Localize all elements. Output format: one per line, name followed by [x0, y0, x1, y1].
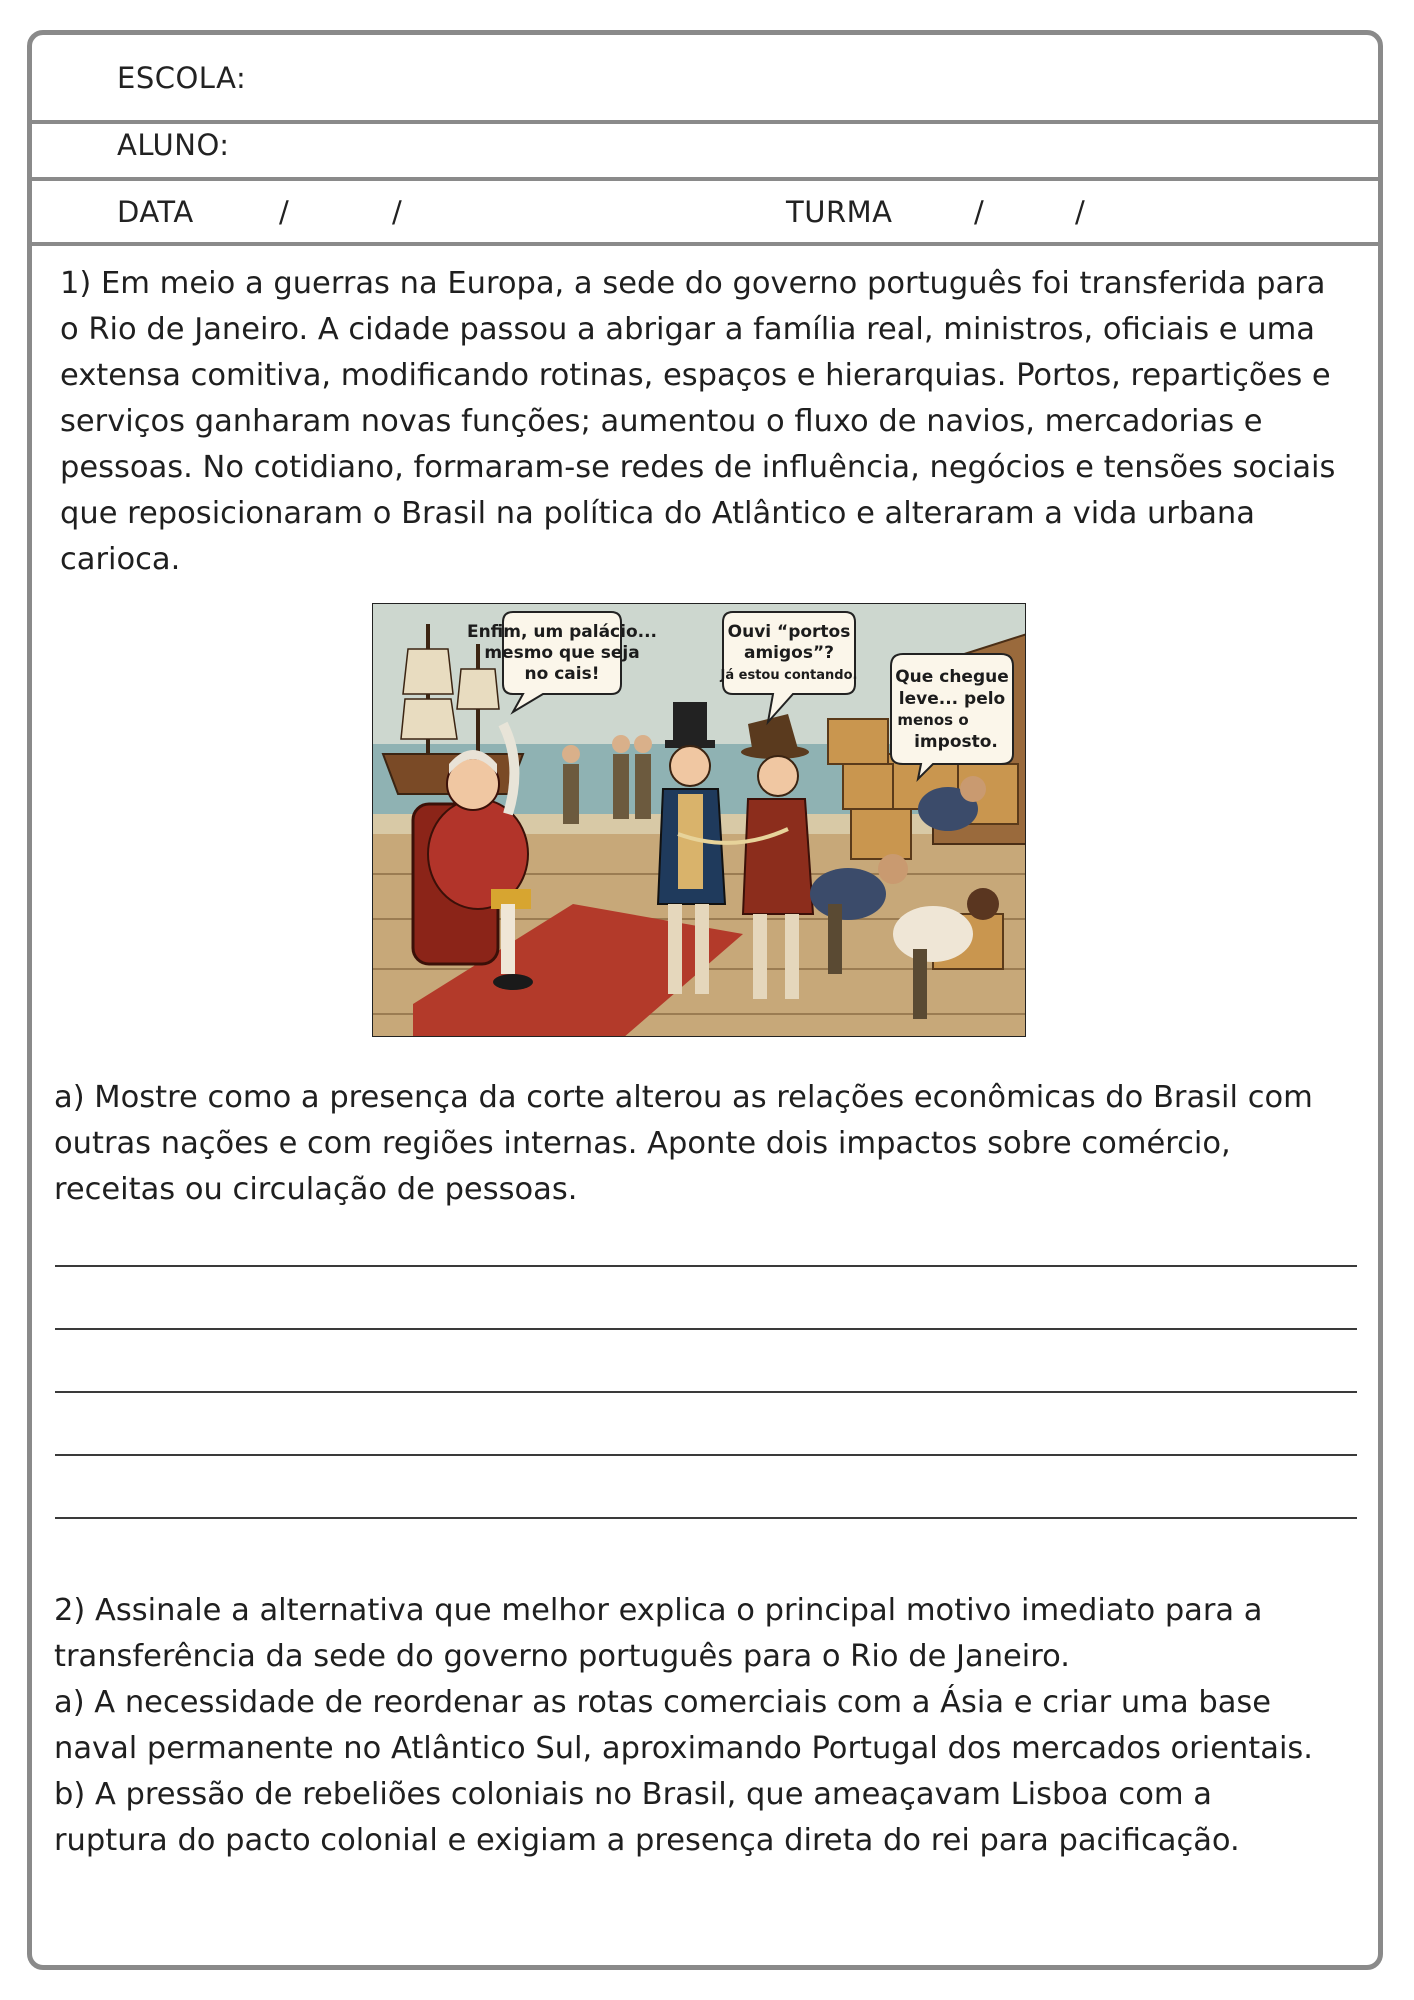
- date-label: DATA: [117, 195, 194, 229]
- text-line: pessoas. No cotidiano, formaram-se redes de influência, negócios e tensões sociais: [60, 450, 1336, 485]
- header-divider: [32, 120, 1378, 124]
- text-line: carioca.: [60, 542, 181, 577]
- bubble-2-line: amigos”?: [743, 643, 835, 663]
- text-line: serviços ganharam novas funções; aumentou o fluxo de navios, mercadorias e: [60, 404, 1263, 439]
- bubble-3-line: imposto.: [914, 732, 998, 752]
- text-line: outras nações e com regiões internas. Aponte dois impactos sobre comércio,: [54, 1126, 1231, 1161]
- school-row: [32, 61, 1378, 101]
- bubble-3-line: Que chegue: [895, 667, 1009, 687]
- text-line: transferência da sede do governo português para o Rio de Janeiro.: [54, 1639, 1070, 1674]
- class-slash: /: [1075, 195, 1086, 229]
- student-row: [32, 128, 1378, 168]
- option-b-line: b) A pressão de rebeliões coloniais no Brasil, que ameaçavam Lisboa com a: [54, 1777, 1212, 1812]
- text-line: extensa comitiva, modificando rotinas, espaços e hierarquias. Portos, repartições e: [60, 358, 1331, 393]
- answer-line[interactable]: [55, 1517, 1357, 1519]
- bubble-3-line: menos o: [897, 711, 969, 729]
- text-line: 2) Assinale a alternativa que melhor explica o principal motivo imediato para a: [54, 1593, 1263, 1628]
- worksheet-frame: [27, 30, 1383, 1970]
- school-label: ESCOLA:: [117, 61, 247, 95]
- cartoon-illustration: [372, 603, 1026, 1037]
- text-line: o Rio de Janeiro. A cidade passou a abrigar a família real, ministros, oficiais e uma: [60, 312, 1315, 347]
- question-1a-text: [54, 1075, 1354, 1213]
- header-divider: [32, 177, 1378, 181]
- text-line: 1) Em meio a guerras na Europa, a sede do governo português foi transferida para: [60, 266, 1326, 301]
- option-b-line: ruptura do pacto colonial e exigiam a presença direta do rei para pacificação.: [54, 1823, 1240, 1858]
- option-a-line: naval permanente no Atlântico Sul, aproximando Portugal dos mercados orientais.: [54, 1731, 1314, 1766]
- student-label: ALUNO:: [117, 128, 230, 162]
- class-label: TURMA: [786, 195, 893, 229]
- text-line: receitas ou circulação de pessoas.: [54, 1172, 578, 1207]
- date-class-row: [32, 195, 1378, 235]
- class-slash: /: [974, 195, 985, 229]
- date-slash: /: [392, 195, 403, 229]
- bubble-2-line: Ouvi “portos: [727, 622, 851, 642]
- answer-line[interactable]: [55, 1391, 1357, 1393]
- bubble-3-line: leve... pelo: [898, 689, 1006, 709]
- text-line: a) Mostre como a presença da corte alterou as relações econômicas do Brasil com: [54, 1080, 1313, 1115]
- bubble-1-line: mesmo que seja: [484, 643, 640, 663]
- bubble-1-line: Enfim, um palácio...: [466, 622, 658, 642]
- header-divider: [32, 242, 1378, 246]
- bubble-1-line: no cais!: [524, 664, 600, 684]
- question-1-text: [60, 261, 1360, 583]
- bubble-2-line: Já estou contando.: [720, 668, 858, 683]
- question-2-text: [54, 1588, 1354, 1864]
- answer-line[interactable]: [55, 1454, 1357, 1456]
- answer-line[interactable]: [55, 1328, 1357, 1330]
- answer-line[interactable]: [55, 1265, 1357, 1267]
- text-line: que reposicionaram o Brasil na política do Atlântico e alteraram a vida urbana: [60, 496, 1255, 531]
- cartoon-scene: [373, 604, 1026, 1037]
- date-slash: /: [279, 195, 290, 229]
- option-a-line: a) A necessidade de reordenar as rotas comerciais com a Ásia e criar uma base: [54, 1685, 1272, 1720]
